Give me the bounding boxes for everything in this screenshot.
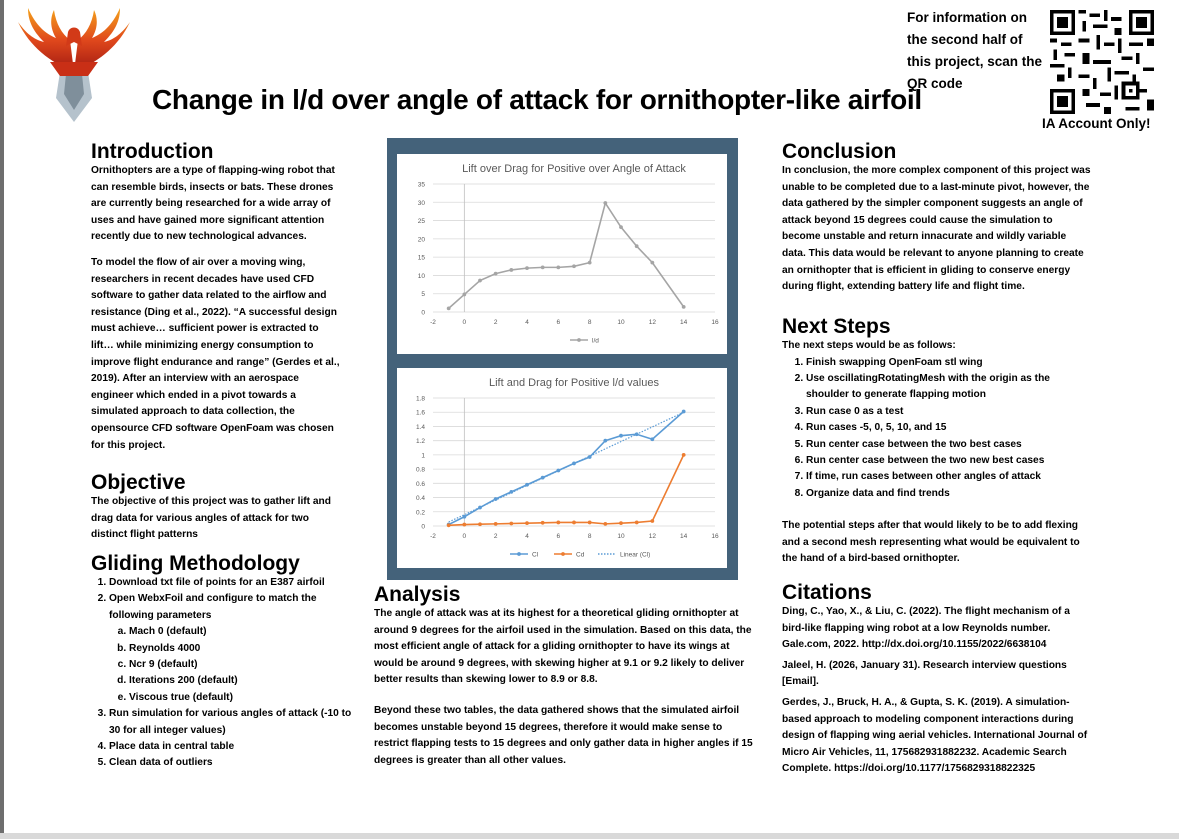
gliding-parameter: b. Reynolds 4000 [129, 641, 353, 657]
data-point [478, 522, 482, 526]
legend-marker [517, 552, 521, 556]
x-tick-label: 14 [680, 533, 688, 540]
data-point [556, 469, 560, 473]
y-tick-label: 0 [421, 523, 425, 531]
data-point [650, 519, 654, 523]
data-point [509, 522, 513, 526]
gliding-parameter: c. Ncr 9 (default) [129, 657, 353, 673]
y-tick-label: 15 [417, 254, 425, 262]
x-tick-label: 2 [493, 319, 498, 326]
analysis-heading: Analysis [374, 583, 461, 606]
introduction-paragraph-2: To model the flow of air over a moving wing, researchers in recent decades have used CFD software to gather data related to the airflow and resistance (Ding et al., 2022). “A successful design must achieve… sufficient power is extracted to lift… while minimizing energy consumption to improve flight endurance and range” (Gerdes et al., 2019). After an interview with an aerospace engineer which ended in a pivot towards a simulated approach to data collection, the opensource CFD software OpenFoam was chosen for this project. [91, 256, 340, 451]
data-point [588, 455, 592, 459]
next-steps-heading: Next Steps [782, 315, 891, 338]
citation-item: Gerdes, J., Bruck, H. A., & Gupta, S. K. (2019). A simulation-based approach to modeling component interactions during design of flapping wing aerial vehicles. International Journal of Micro Air Vehicles, 11, 175682931882232. Academic Search Complete. https://doi.org/10.1177/1756829318822325 [782, 696, 1088, 775]
data-point [650, 261, 654, 265]
next-steps-section [782, 316, 1092, 568]
conclusion-section [782, 141, 1092, 296]
y-tick-label: 35 [417, 181, 425, 189]
data-point [635, 432, 639, 436]
analysis-section [374, 584, 754, 778]
gliding-step: 5. Clean data of outliers [109, 755, 353, 771]
data-point [619, 521, 623, 525]
next-steps-intro: The next steps would be as follows: [782, 340, 956, 351]
y-tick-label: 0.6 [415, 480, 425, 488]
legend-marker [561, 552, 565, 556]
chart-title: Lift and Drag for Positive l/d values [489, 377, 659, 389]
x-tick-label: 0 [462, 533, 467, 540]
data-point [603, 522, 607, 526]
data-point [541, 476, 545, 480]
data-point [494, 522, 498, 526]
y-tick-label: 0 [421, 309, 425, 317]
citations-heading: Citations [782, 581, 872, 604]
data-point [478, 279, 482, 283]
next-step: 1. Finish swapping OpenFoam stl wing [806, 355, 1092, 371]
ld-chart-panel [397, 154, 727, 354]
next-step: 8. Organize data and find trends [806, 486, 1092, 502]
data-point [525, 483, 529, 487]
data-point [682, 305, 686, 309]
cl-cd-chart [397, 368, 727, 568]
charts-frame [387, 138, 738, 580]
x-tick-label: 16 [711, 533, 719, 540]
data-point [494, 497, 498, 501]
x-tick-label: 14 [680, 319, 688, 326]
x-tick-label: 10 [617, 319, 625, 326]
y-tick-label: 10 [417, 272, 425, 280]
data-point [635, 244, 639, 248]
x-tick-label: -2 [430, 319, 436, 326]
qr-info-text: For information on the second half of this project, scan the QR code [907, 10, 1043, 91]
data-point [478, 506, 482, 510]
x-tick-label: 16 [711, 319, 719, 326]
x-tick-label: 12 [648, 533, 656, 540]
introduction-section [91, 141, 343, 463]
next-steps-after: The potential steps after that would likely to be to add flexing and a second mesh representing what would be equivalent to the hand of a bird-based ornithopter. [782, 520, 1080, 565]
data-point [525, 266, 529, 270]
cl-cd-chart-panel [397, 368, 727, 568]
data-point [650, 437, 654, 441]
analysis-paragraph-2: Beyond these two tables, the data gathered shows that the simulated airfoil becomes unstable beyond 15 degrees, therefore it would make sense to restrict flapping tests to 15 degrees and only gather data in higher angles if 15 degrees is greater than all other values. [374, 704, 753, 766]
data-point [682, 410, 686, 414]
data-point [462, 515, 466, 519]
x-tick-label: 12 [648, 319, 656, 326]
left-edge-border [0, 0, 4, 835]
objective-section [91, 472, 343, 544]
data-point [588, 261, 592, 265]
gliding-step: 4. Place data in central table [109, 739, 353, 755]
citation-item: Ding, C., Yao, X., & Liu, C. (2022). The flight mechanism of a bird-like flapping wing robot at a low Reynolds number. Gale.com, 2022. http://dx.doi.org/10.1155/2022/6638104 [782, 606, 1070, 651]
objective-heading: Objective [91, 471, 186, 494]
objective-text: The objective of this project was to gather lift and drag data for various angles of attack for two distinct flight patterns [91, 496, 332, 541]
x-tick-label: 2 [493, 533, 498, 540]
conclusion-text: In conclusion, the more complex component of this project was unable to be completed due to a last-minute pivot, however, the data gathered by the simpler component suggests an angle of attack beyond 15 degrees could cause the simulation to become unstable and return innacurate and wildly variable data. This data would be relevant to anyone planning to create an ornithopter that is efficient in gliding to conserve energy during flight, extending battery life and flight time. [782, 165, 1091, 293]
next-step: 2. Use oscillatingRotatingMesh with the origin as the shoulder to generate flapping motion [806, 371, 1092, 404]
gliding-parameter: d. Iterations 200 (default) [129, 673, 353, 689]
data-point [572, 462, 576, 466]
qr-code-icon[interactable] [1050, 10, 1154, 114]
introduction-heading: Introduction [91, 140, 214, 163]
citations-section [782, 582, 1092, 782]
x-tick-label: 4 [525, 533, 529, 540]
chart-title: Lift over Drag for Positive over Angle of Attack [462, 163, 686, 175]
x-tick-label: 8 [587, 319, 592, 326]
data-point [447, 306, 451, 310]
legend-label: l/d [592, 337, 599, 345]
data-point [541, 265, 545, 269]
next-step: 5. Run center case between the two best cases [806, 437, 1092, 453]
data-point [572, 264, 576, 268]
introduction-paragraph-1: Ornithopters are a type of flapping-wing robot that can resemble birds, insects or bats. These drones are currently being researched for a wide array of uses and have gained more significant attention recently due to new technological advances. [91, 165, 335, 243]
ld-chart [397, 154, 727, 354]
y-tick-label: 1.4 [415, 423, 425, 431]
gliding-step-text: Open WebxFoil and configure to match the following parameters [109, 593, 317, 621]
series-line [449, 203, 684, 308]
data-point [462, 293, 466, 297]
series-line [449, 455, 684, 525]
y-tick-label: 1 [421, 452, 425, 460]
citation-item: Jaleel, H. (2026, January 31). Research interview questions [Email]. [782, 659, 1067, 688]
data-point [572, 521, 576, 525]
data-point [525, 521, 529, 525]
data-point [635, 521, 639, 525]
legend-label: Cl [532, 551, 539, 559]
gliding-methodology-section [91, 553, 353, 772]
x-tick-label: 8 [587, 533, 592, 540]
data-point [682, 453, 686, 457]
data-point [556, 265, 560, 269]
x-tick-label: 6 [556, 533, 561, 540]
data-point [619, 434, 623, 438]
gliding-methodology-heading: Gliding Methodology [91, 552, 300, 575]
phoenix-logo-icon [10, 2, 138, 130]
x-tick-label: 6 [556, 319, 561, 326]
x-tick-label: 10 [617, 533, 625, 540]
y-tick-label: 1.8 [415, 395, 425, 403]
data-point [462, 523, 466, 527]
data-point [603, 439, 607, 443]
gliding-step: 1. Download txt file of points for an E387 airfoil [109, 575, 353, 591]
y-tick-label: 1.2 [415, 438, 425, 446]
y-tick-label: 30 [417, 199, 425, 207]
y-tick-label: 0.4 [415, 495, 425, 503]
data-point [556, 521, 560, 525]
y-tick-label: 1.6 [415, 409, 425, 417]
y-tick-label: 0.2 [415, 509, 425, 517]
bottom-edge-border [0, 833, 1179, 839]
data-point [509, 268, 513, 272]
gliding-parameter: a. Mach 0 (default) [129, 624, 353, 640]
next-step: 4. Run cases -5, 0, 5, 10, and 15 [806, 420, 1092, 436]
next-step: 7. If time, run cases between other angles of attack [806, 469, 1092, 485]
y-tick-label: 5 [421, 291, 425, 299]
legend-marker [577, 338, 581, 342]
next-step: 3. Run case 0 as a test [806, 404, 1092, 420]
data-point [541, 521, 545, 525]
data-point [509, 490, 513, 494]
x-tick-label: 0 [462, 319, 467, 326]
x-tick-label: -2 [430, 533, 436, 540]
analysis-paragraph-1: The angle of attack was at its highest for a theoretical gliding ornithopter at around 9 degrees for the airfoil used in the simulation. Based on this data, the most efficient angle of attack for a gliding ornithopter to have its wings at would be around 9 degrees, with skewing higher at 9.1 or 9.2 likely to deliver better results than skewing lower to 8.9 or 8.8. [374, 608, 752, 686]
data-point [447, 523, 451, 527]
conclusion-heading: Conclusion [782, 140, 897, 163]
data-point [494, 272, 498, 276]
poster-title: Change in l/d over angle of attack for ornithopter-like airfoil [152, 84, 922, 115]
y-tick-label: 0.8 [415, 466, 425, 474]
data-point [588, 521, 592, 525]
series-line [449, 412, 684, 525]
y-tick-label: 25 [417, 218, 425, 226]
gliding-parameter: e. Viscous true (default) [129, 690, 353, 706]
gliding-step [109, 591, 353, 706]
legend-label: Cd [576, 551, 585, 559]
qr-caption: IA Account Only! [1042, 116, 1151, 131]
y-tick-label: 20 [417, 236, 425, 244]
gliding-step: 3. Run simulation for various angles of attack (-10 to 30 for all integer values) [109, 706, 353, 739]
data-point [603, 201, 607, 205]
next-step: 6. Run center case between the two new best cases [806, 453, 1092, 469]
legend-label: Linear (Cl) [620, 551, 651, 559]
x-tick-label: 4 [525, 319, 529, 326]
data-point [619, 225, 623, 229]
